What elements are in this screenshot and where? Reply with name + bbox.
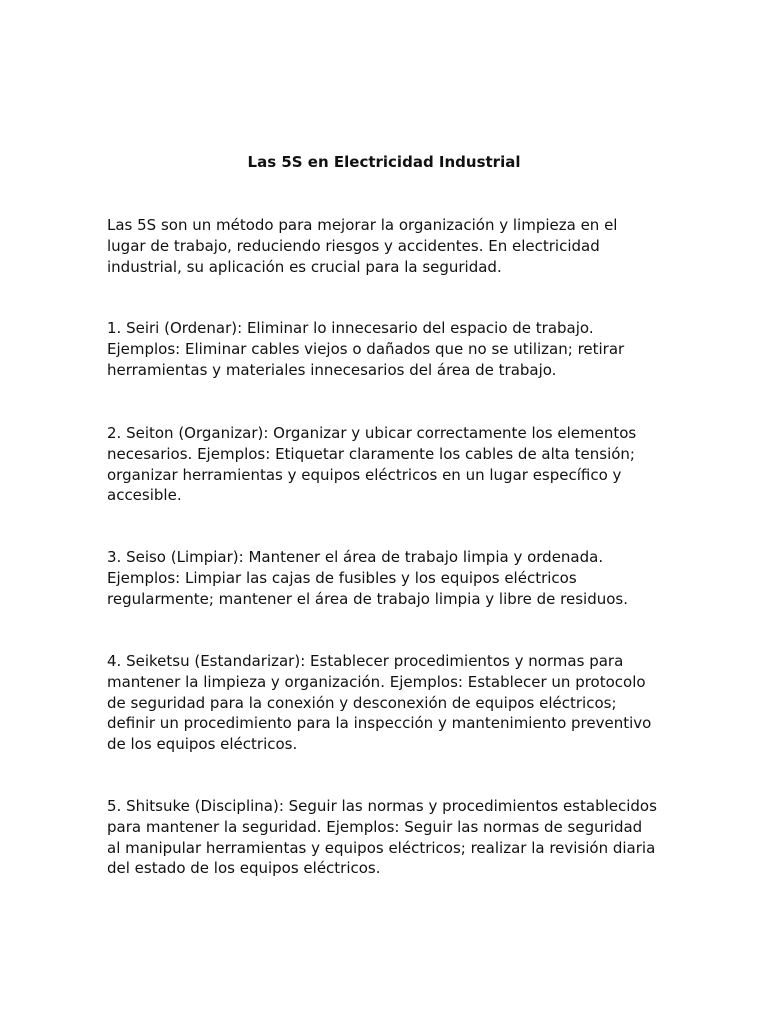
paragraph-line: regularmente; mantener el área de trabajo limpia y libre de residuos. bbox=[107, 589, 628, 608]
paragraph-line: 4. Seiketsu (Estandarizar): Establecer procedimientos y normas para bbox=[107, 652, 624, 670]
paragraph-line: Ejemplos: Eliminar cables viejos o dañados que no se utilizan; retirar bbox=[107, 339, 625, 358]
paragraph-line: Las 5S son un método para mejorar la organización y limpieza en el bbox=[107, 216, 618, 234]
seiton-paragraph bbox=[107, 423, 667, 506]
paragraph-line: accesible. bbox=[107, 486, 182, 505]
paragraph-line: 1. Seiri (Ordenar): Eliminar lo innecesario del espacio de trabajo. bbox=[107, 319, 594, 337]
paragraph-line: de seguridad para la conexión y desconexión de equipos eléctricos; bbox=[107, 693, 617, 712]
page-title: Las 5S en Electricidad Industrial bbox=[247, 153, 521, 171]
paragraph-line: de los equipos eléctricos. bbox=[107, 735, 298, 754]
seiketsu-paragraph bbox=[107, 651, 667, 755]
paragraph-line: necesarios. Ejemplos: Etiquetar claramente los cables de alta tensión; bbox=[107, 444, 635, 463]
intro-paragraph bbox=[107, 215, 667, 277]
paragraph-line: lugar de trabajo, reduciendo riesgos y accidentes. En electricidad bbox=[107, 236, 600, 255]
paragraph-line: para mantener la seguridad. Ejemplos: Seguir las normas de seguridad bbox=[107, 817, 643, 836]
seiri-paragraph bbox=[107, 318, 667, 380]
paragraph-line: definir un procedimiento para la inspección y mantenimiento preventivo bbox=[107, 714, 652, 733]
paragraph-line: Ejemplos: Limpiar las cajas de fusibles y los equipos eléctricos bbox=[107, 568, 577, 587]
paragraph-line: herramientas y materiales innecesarios del área de trabajo. bbox=[107, 360, 557, 379]
paragraph-line: del estado de los equipos eléctricos. bbox=[107, 859, 381, 878]
paragraph-line: al manipular herramientas y equipos eléctricos; realizar la revisión diaria bbox=[107, 838, 656, 857]
paragraph-line: mantener la limpieza y organización. Ejemplos: Establecer un protocolo bbox=[107, 672, 646, 691]
shitsuke-paragraph bbox=[107, 796, 667, 879]
paragraph-line: 5. Shitsuke (Disciplina): Seguir las normas y procedimientos establecidos bbox=[107, 797, 657, 815]
paragraph-line: organizar herramientas y equipos eléctricos en un lugar específico y bbox=[107, 465, 622, 484]
paragraph-line: 2. Seiton (Organizar): Organizar y ubicar correctamente los elementos bbox=[107, 424, 637, 442]
paragraph-line: industrial, su aplicación es crucial para la seguridad. bbox=[107, 257, 502, 276]
seiso-paragraph bbox=[107, 547, 667, 609]
paragraph-line: 3. Seiso (Limpiar): Mantener el área de trabajo limpia y ordenada. bbox=[107, 548, 604, 566]
